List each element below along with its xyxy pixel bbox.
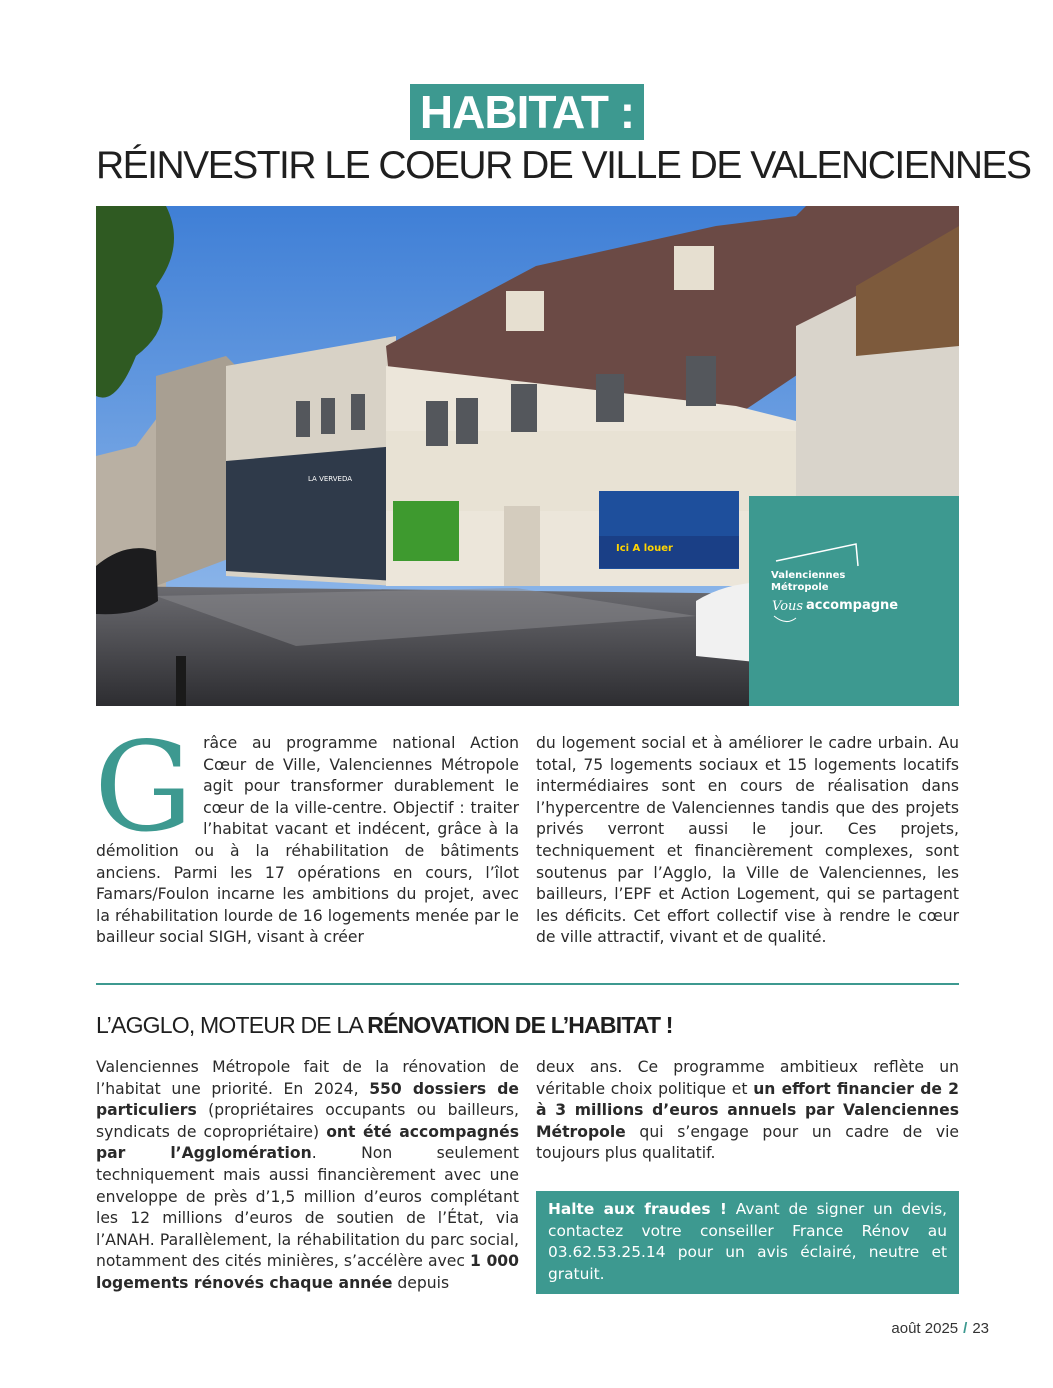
text-run: qui s’engage pour un cadre de vie toujours plus qualitatif. [536, 1122, 959, 1163]
folio-slash: / [963, 1320, 968, 1337]
text-run: deux ans. Ce programme ambitieux reflète un véritable choix politique et [536, 1058, 959, 1098]
issue-date: août 2025 [891, 1320, 959, 1337]
intro-left-text: râce au programme national Action Cœur de Ville, Valenciennes Métropole agit pour transformer durablement le cœur de la ville-centre. Objectif : traiter l’habitat vacant et indécent, grâce à la démolition ou à la réhabilitation de bâtiments anciens. Parmi les 17 opérations en cours, l’îlot Famars/Foulon incarne les ambitions du projet, avec la réhabilitation lourde de 16 logements menée par le bailleur social SIGH, visant à créer [96, 734, 519, 947]
intro-left-column [94, 716, 519, 949]
page-number: 23 [972, 1320, 989, 1337]
text-run: . Non seulement techniquement mais aussi financièrement avec une enveloppe de près d’1,5 million d’euros complétant les 12 millions d’euros de soutien de l’État, via l’ANAH. Parallèlement, la réhabilitation du parc social, notamment des cités minières, s’accélère avec [96, 1144, 519, 1271]
dropcap: G [94, 716, 194, 860]
page-headline: RÉINVESTIR LE COEUR DE VILLE DE VALENCIENNES [96, 144, 1031, 187]
section-right-column [536, 1057, 959, 1165]
bold-run: 1 000 logements rénovés chaque année [96, 1252, 519, 1292]
section-left-column [96, 1057, 519, 1295]
bold-run: un effort financier de 2 à 3 millions d’euros annuels par Valenciennes Métropole [536, 1079, 959, 1141]
intro-right-text: du logement social et à améliorer le cadre urbain. Au total, 75 logements sociaux et 15 logements locatifs intermédiaires sont en cours de réalisation dans l’hypercentre de Valenciennes tandis que des projets privés verront aussi le jour. Ces projets, techniquement et financièrement complexes, sont soutenus par l’Agglo, la Ville de Valenciennes, les bailleurs, l’EPF et Action Logement, qui se partagent les déficits. Cet effort collectif vise à rendre le cœur de ville attractif, vivant et de qualité. [536, 734, 959, 947]
intro-right-column [536, 733, 959, 949]
section-title [96, 1010, 673, 1040]
fraud-callout [536, 1191, 959, 1294]
text-run: Valenciennes Métropole fait de la rénovation de l’habitat une priorité. En 2024, [96, 1058, 519, 1098]
street-photo [96, 206, 959, 706]
bold-run: ont été accompagnés par l’Agglomération [96, 1122, 519, 1163]
callout-text: Avant de signer un devis, contactez votre conseiller France Rénov au 03.62.53.25.14 pour un avis éclairé, neutre et gratuit. [548, 1200, 948, 1283]
badge-line2: Métropole [771, 582, 829, 593]
shop-sign: LA VERVEDA [308, 475, 353, 483]
section-divider [96, 983, 959, 985]
section-title-bold: RÉNOVATION DE L’HABITAT ! [367, 1012, 673, 1038]
poster-a-louer: Ici A louer [616, 543, 673, 554]
text-run: depuis [392, 1273, 450, 1292]
badge-script: Vous [772, 599, 804, 614]
text-run: (propriétaires occupants ou bailleurs, syndicats de copropriétaire) [96, 1101, 519, 1141]
badge-bold: accompagne [806, 598, 899, 613]
page-footer [891, 1320, 989, 1337]
bold-run: 550 dossiers de particuliers [96, 1079, 519, 1120]
section-kicker: HABITAT : [410, 84, 644, 140]
badge-line1: Valenciennes [771, 570, 846, 581]
section-title-plain: L’AGGLO, MOTEUR DE LA [96, 1012, 368, 1038]
callout-title: Halte aux fraudes ! [548, 1200, 727, 1218]
